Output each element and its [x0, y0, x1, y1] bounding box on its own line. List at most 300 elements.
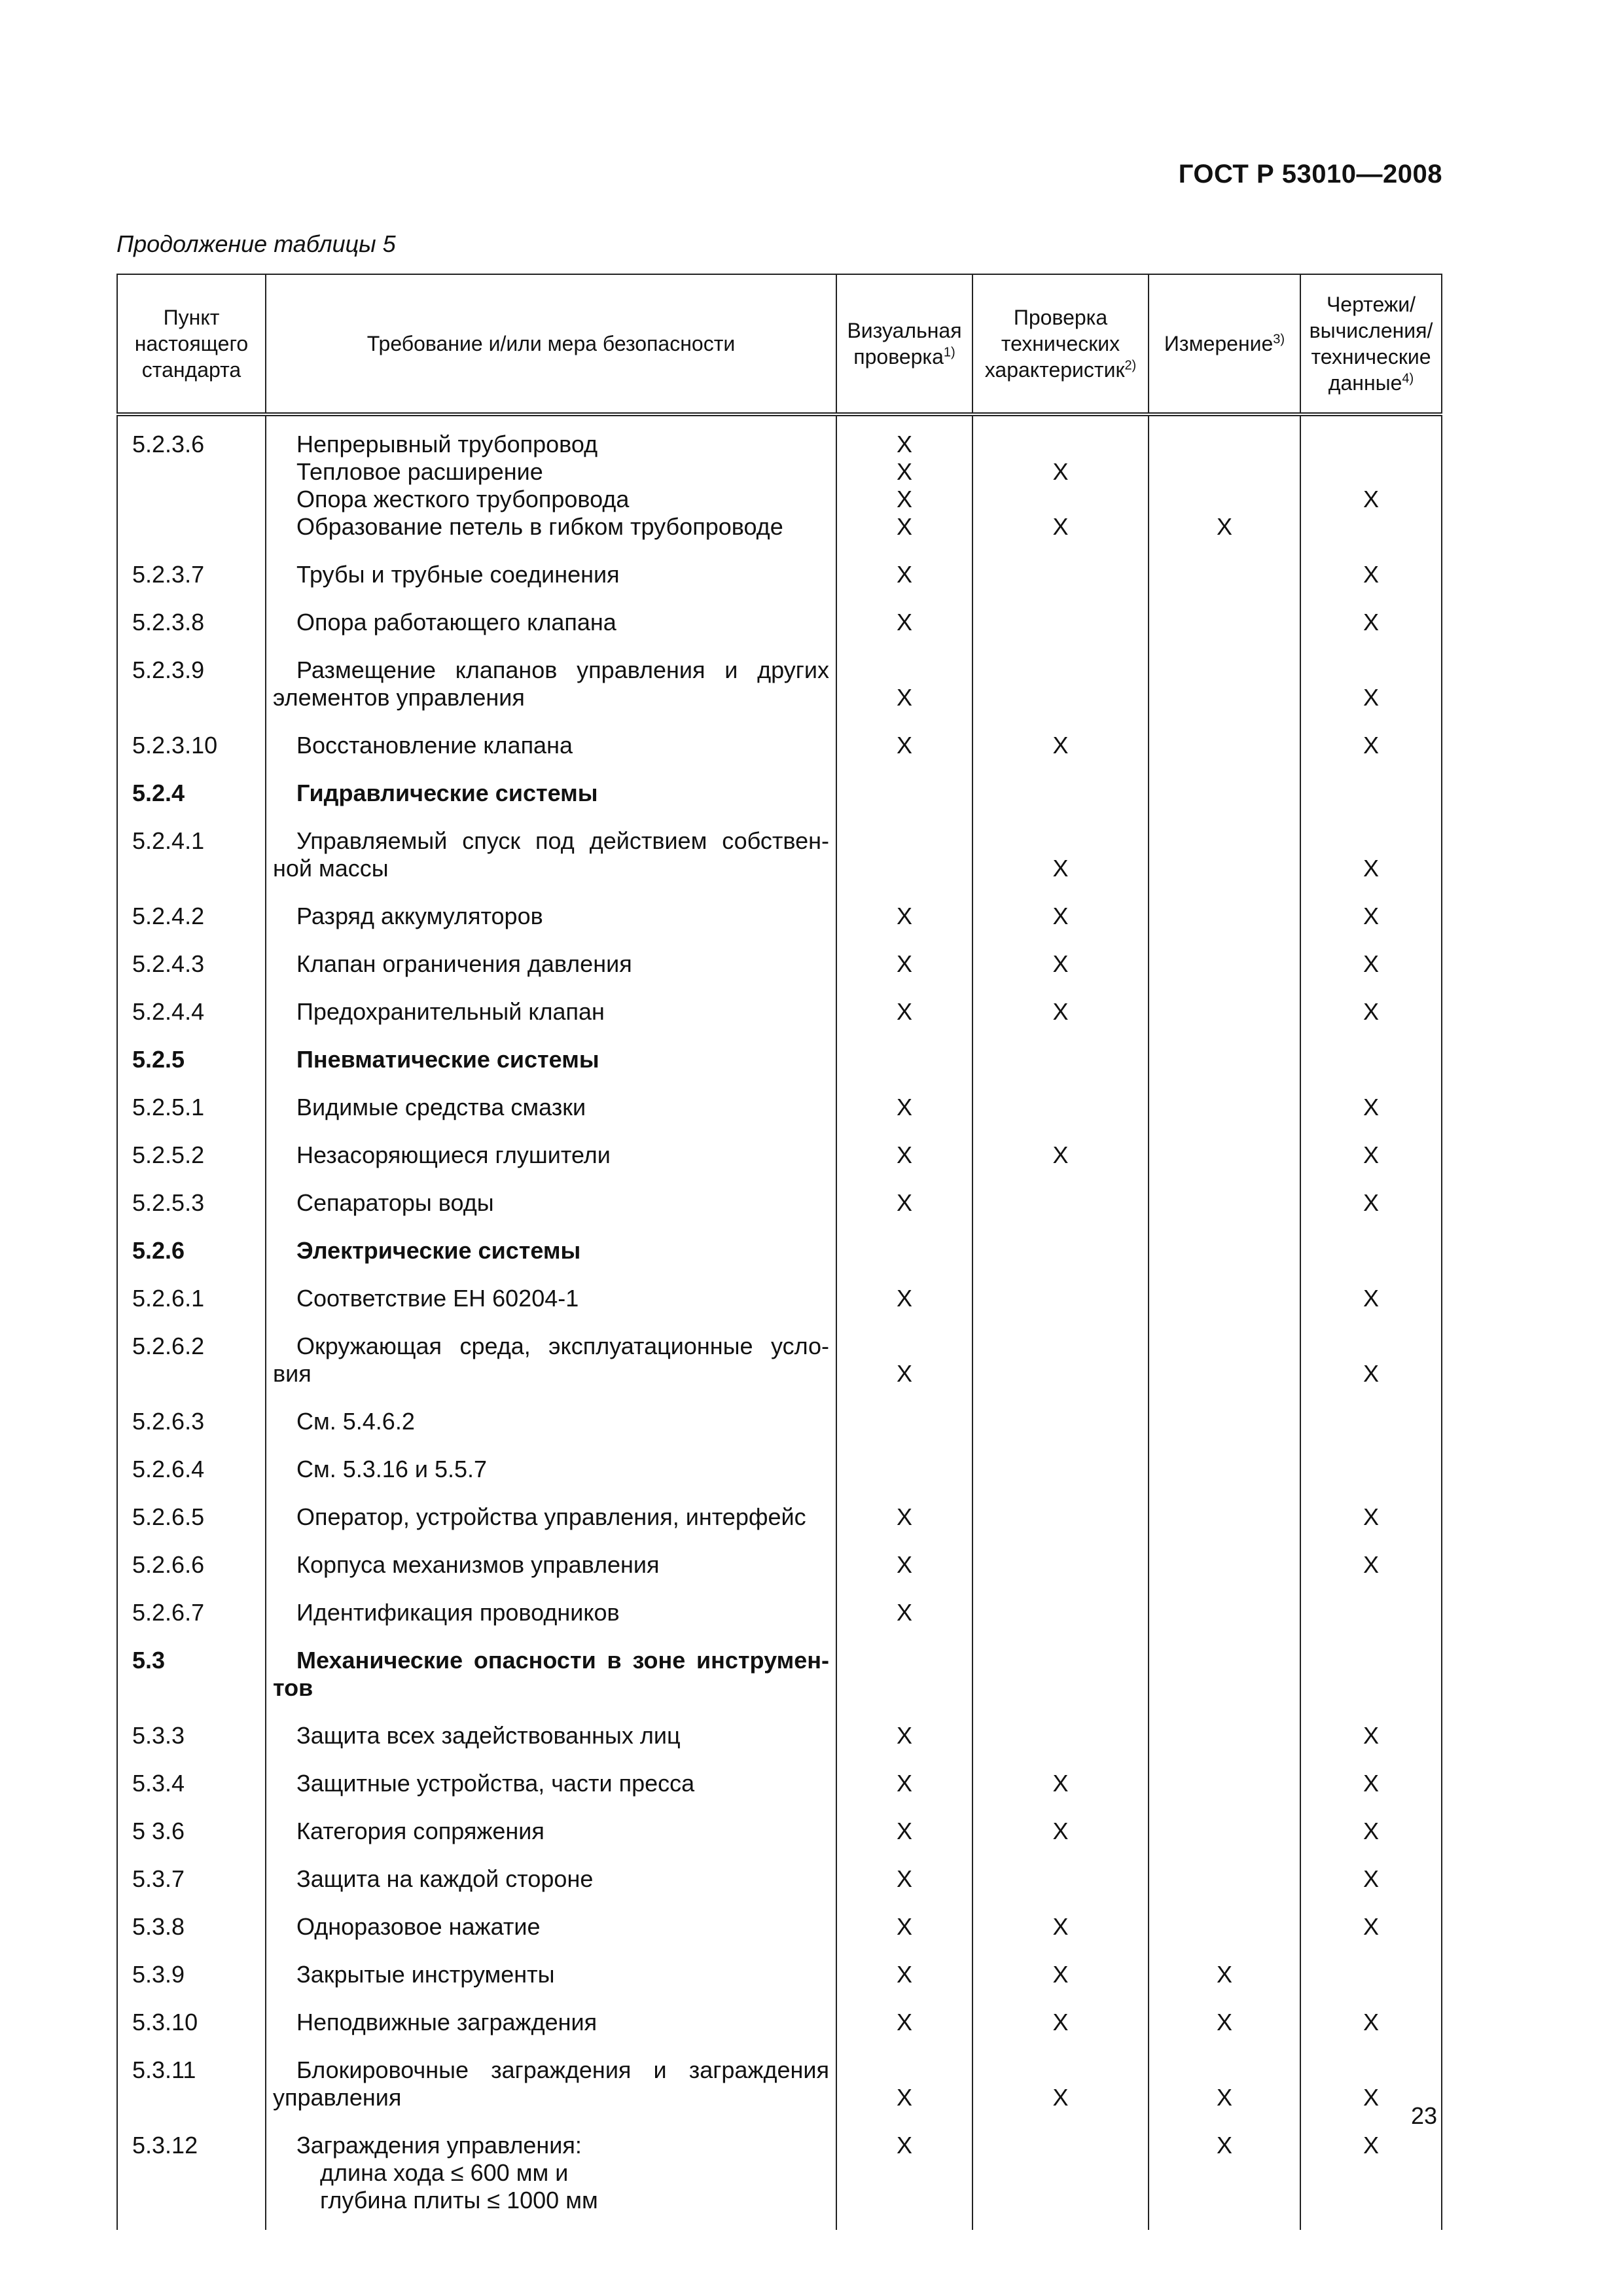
drawings-mark-cell	[1300, 1037, 1442, 1085]
requirement-text: Неподвижные заграждения	[296, 2009, 597, 2036]
tech-mark-cell	[972, 1808, 1149, 1856]
measure-mark-cell	[1149, 989, 1300, 1037]
visual-mark: X	[896, 1189, 912, 1216]
measure-mark: X	[1216, 513, 1232, 540]
drawings-mark-cell	[1300, 647, 1442, 723]
drawings-mark: X	[1363, 1360, 1379, 1387]
clause-cell: 5.3.11	[117, 2047, 266, 2123]
requirement-cell	[266, 1808, 836, 1856]
measure-mark-cell	[1149, 770, 1300, 818]
drawings-mark: X	[1363, 1770, 1379, 1797]
table-row	[117, 1856, 1442, 1904]
table-row	[117, 1446, 1442, 1494]
drawings-mark: X	[1363, 684, 1379, 711]
drawings-mark-cell	[1300, 1132, 1442, 1180]
table-row	[117, 1132, 1442, 1180]
clause-cell: 5.3.7	[117, 1856, 266, 1904]
header-visual-label: Визуальная проверка	[847, 319, 962, 368]
drawings-mark	[1301, 513, 1441, 541]
table-caption: Продолжение таблицы 5	[116, 230, 396, 257]
measure-mark-cell	[1149, 1228, 1300, 1276]
drawings-mark: X	[1363, 1141, 1379, 1168]
requirement-cell	[266, 414, 836, 552]
requirement-text: Электрические системы	[296, 1237, 581, 1264]
header-measure-note: 3)	[1273, 332, 1285, 347]
visual-mark-cell	[836, 1132, 972, 1180]
tech-mark: X	[1052, 1913, 1069, 1940]
measure-mark-cell	[1149, 647, 1300, 723]
header-tech-label: Проверка технических характеристик	[984, 306, 1125, 382]
visual-mark: X	[896, 684, 912, 711]
requirements-table	[116, 274, 1442, 2230]
requirement-cell	[266, 770, 836, 818]
visual-mark: X	[896, 1360, 912, 1387]
tech-mark-cell	[972, 600, 1149, 647]
drawings-mark-cell	[1300, 1276, 1442, 1323]
visual-mark-cell	[836, 600, 972, 647]
clause-cell: 5.2.6	[117, 1228, 266, 1276]
drawings-mark-cell	[1300, 1904, 1442, 1952]
visual-mark: X	[896, 1503, 912, 1530]
table-row	[117, 2123, 1442, 2230]
clause-cell: 5.3.10	[117, 2000, 266, 2047]
table-row	[117, 770, 1442, 818]
clause-cell: 5.2.3.6	[117, 414, 266, 552]
header-drawings-label: Чертежи/ вычисления/ технические данные	[1309, 293, 1433, 395]
tech-mark-cell	[972, 1228, 1149, 1276]
measure-mark-cell	[1149, 1808, 1300, 1856]
requirement-text: Категория сопряжения	[296, 1818, 544, 1844]
measure-mark-cell	[1149, 1542, 1300, 1590]
visual-mark: X	[896, 950, 912, 977]
requirement-cell	[266, 1132, 836, 1180]
drawings-mark-cell	[1300, 414, 1442, 552]
requirement-text: Окружающая среда, эксплуатационные усло-вия	[273, 1333, 829, 1387]
visual-mark-cell	[836, 1446, 972, 1494]
clause-cell: 5.2.4.4	[117, 989, 266, 1037]
clause-cell: 5.3	[117, 1638, 266, 1713]
table-row	[117, 414, 1442, 552]
tech-mark-cell	[972, 1276, 1149, 1323]
measure-mark-cell	[1149, 2123, 1300, 2230]
requirement-text: Закрытые инструменты	[296, 1961, 555, 1988]
visual-mark: X	[896, 1961, 912, 1988]
requirement-cell	[266, 2047, 836, 2123]
measure-mark: X	[1216, 1961, 1232, 1988]
requirement-cell	[266, 1276, 836, 1323]
requirement-text: См. 5.3.16 и 5.5.7	[296, 1456, 488, 1482]
clause-cell: 5 3.6	[117, 1808, 266, 1856]
clause-cell: 5.3.12	[117, 2123, 266, 2230]
requirement-text: Заграждения управления:	[296, 2132, 582, 2159]
drawings-mark-cell	[1300, 1323, 1442, 1399]
clause-cell: 5.2.6.1	[117, 1276, 266, 1323]
table-row	[117, 1761, 1442, 1808]
visual-mark-cell	[836, 1808, 972, 1856]
table-row	[117, 723, 1442, 770]
measure-mark-cell	[1149, 818, 1300, 893]
visual-mark-cell	[836, 989, 972, 1037]
requirement-cell	[266, 1446, 836, 1494]
measure-mark: X	[1216, 2132, 1232, 2159]
drawings-mark: X	[1363, 2009, 1379, 2036]
visual-mark: X	[896, 2009, 912, 2036]
drawings-mark: X	[1363, 1913, 1379, 1940]
visual-mark: X	[896, 1865, 912, 1892]
clause-cell: 5.2.4.3	[117, 941, 266, 989]
requirement-subline: длина хода ≤ 600 мм и	[320, 2159, 569, 2186]
tech-mark-cell	[972, 1542, 1149, 1590]
visual-mark-cell	[836, 1713, 972, 1761]
tech-mark-cell	[972, 414, 1149, 552]
tech-mark-cell	[972, 1037, 1149, 1085]
drawings-mark-cell	[1300, 2000, 1442, 2047]
drawings-mark: X	[1363, 1722, 1379, 1749]
measure-mark-cell	[1149, 1856, 1300, 1904]
requirement-cell	[266, 2123, 836, 2230]
tech-mark: X	[1052, 1818, 1069, 1844]
requirement-text: Незасоряющиеся глушители	[296, 1141, 611, 1168]
visual-mark: X	[896, 1913, 912, 1940]
visual-mark-cell	[836, 2123, 972, 2230]
measure-mark	[1149, 458, 1300, 486]
table-row	[117, 893, 1442, 941]
drawings-mark: X	[1363, 486, 1379, 512]
clause-cell: 5.2.3.8	[117, 600, 266, 647]
drawings-mark: X	[1363, 561, 1379, 588]
tech-mark: X	[1052, 855, 1069, 882]
tech-mark	[973, 431, 1148, 458]
tech-mark-cell	[972, 1446, 1149, 1494]
measure-mark	[1149, 431, 1300, 458]
tech-mark	[973, 1333, 1148, 1360]
clause-cell: 5.3.3	[117, 1713, 266, 1761]
tech-mark	[973, 486, 1148, 513]
requirement-text: Оператор, устройства управления, интерфейс	[296, 1503, 806, 1530]
visual-mark-cell	[836, 1542, 972, 1590]
visual-mark: X	[896, 1551, 912, 1578]
tech-mark-cell	[972, 1323, 1149, 1399]
requirement-cell	[266, 1590, 836, 1638]
drawings-mark: X	[1363, 732, 1379, 759]
visual-mark: X	[896, 431, 912, 457]
header-drawings-note: 4)	[1402, 371, 1414, 386]
visual-mark-cell	[836, 1276, 972, 1323]
requirement-text: Клапан ограничения давления	[296, 950, 632, 977]
clause-cell: 5.3.9	[117, 1952, 266, 2000]
requirement-subline: глубина плиты ≤ 1000 мм	[320, 2187, 598, 2214]
clause-cell: 5.2.5.1	[117, 1085, 266, 1132]
requirement-cell	[266, 1323, 836, 1399]
requirement-text: См. 5.4.6.2	[296, 1408, 415, 1435]
requirement-text: Разряд аккумуляторов	[296, 903, 543, 929]
visual-mark: X	[896, 1770, 912, 1797]
header-visual	[836, 274, 972, 414]
tech-mark-cell	[972, 2047, 1149, 2123]
visual-mark: X	[896, 1818, 912, 1844]
measure-mark-cell	[1149, 1085, 1300, 1132]
drawings-mark-cell	[1300, 1638, 1442, 1713]
visual-mark: X	[896, 732, 912, 759]
measure-mark-cell	[1149, 1494, 1300, 1542]
tech-mark-cell	[972, 1713, 1149, 1761]
table-row	[117, 941, 1442, 989]
visual-mark-cell	[836, 647, 972, 723]
page-number: 23	[1411, 2102, 1438, 2129]
clause-cell: 5.2.5	[117, 1037, 266, 1085]
header-requirement: Требование и/или мера безопасности	[266, 274, 836, 414]
requirement-text: Защитные устройства, части пресса	[296, 1770, 695, 1797]
drawings-mark-cell	[1300, 1399, 1442, 1446]
drawings-mark-cell	[1300, 552, 1442, 600]
measure-mark-cell	[1149, 1037, 1300, 1085]
visual-mark-cell	[836, 1856, 972, 1904]
requirement-text: Пневматические системы	[296, 1046, 599, 1073]
requirement-text: Восстановление клапана	[296, 732, 573, 759]
clause-cell: 5.2.3.7	[117, 552, 266, 600]
measure-mark-cell	[1149, 1132, 1300, 1180]
requirement-text: Сепараторы воды	[296, 1189, 494, 1216]
header-measure-label: Измерение	[1164, 332, 1274, 355]
visual-mark-cell	[836, 770, 972, 818]
table-row	[117, 1276, 1442, 1323]
header-tech-note: 2)	[1124, 358, 1137, 373]
visual-mark-cell	[836, 1761, 972, 1808]
table-row	[117, 1180, 1442, 1228]
tech-mark-cell	[972, 1761, 1149, 1808]
drawings-mark-cell	[1300, 1446, 1442, 1494]
requirement-cell	[266, 1638, 836, 1713]
visual-mark: X	[896, 998, 912, 1025]
visual-mark-cell	[836, 941, 972, 989]
table-row	[117, 600, 1442, 647]
visual-mark-cell	[836, 1085, 972, 1132]
drawings-mark-cell	[1300, 1952, 1442, 2000]
drawings-mark-cell	[1300, 1228, 1442, 1276]
tech-mark: X	[1052, 903, 1069, 929]
visual-mark-cell	[836, 552, 972, 600]
table-row	[117, 1590, 1442, 1638]
drawings-mark-cell	[1300, 1180, 1442, 1228]
requirement-cell	[266, 1904, 836, 1952]
tech-mark-cell	[972, 989, 1149, 1037]
clause-cell: 5.2.3.10	[117, 723, 266, 770]
tech-mark-cell	[972, 1494, 1149, 1542]
requirement-text: Управляемый спуск под действием собствен-ной массы	[273, 827, 829, 882]
requirement-text: Защита на каждой стороне	[296, 1865, 594, 1892]
header-tech	[972, 274, 1149, 414]
drawings-mark	[1301, 431, 1441, 458]
table-row	[117, 647, 1442, 723]
drawings-mark: X	[1363, 1551, 1379, 1578]
tech-mark-cell	[972, 1590, 1149, 1638]
visual-mark: X	[896, 1285, 912, 1312]
requirement-cell	[266, 1180, 836, 1228]
visual-mark-cell	[836, 414, 972, 552]
requirement-text: Соответствие ЕН 60204-1	[296, 1285, 579, 1312]
table-header-row	[117, 274, 1442, 414]
measure-mark-cell	[1149, 1446, 1300, 1494]
visual-mark: X	[896, 458, 912, 485]
measure-mark-cell	[1149, 1761, 1300, 1808]
clause-cell: 5.2.4.1	[117, 818, 266, 893]
tech-mark-cell	[972, 1399, 1149, 1446]
visual-mark-cell	[836, 1952, 972, 2000]
header-clause: Пункт настоящего стандарта	[117, 274, 266, 414]
visual-mark: X	[896, 1722, 912, 1749]
drawings-mark: X	[1363, 998, 1379, 1025]
visual-mark: X	[896, 1599, 912, 1626]
drawings-mark-cell	[1300, 1590, 1442, 1638]
tech-mark: X	[1052, 1770, 1069, 1797]
header-visual-note: 1)	[943, 345, 955, 360]
visual-mark-cell	[836, 2047, 972, 2123]
requirement-line: Образование петель в гибком трубопроводе	[296, 513, 783, 540]
table-row	[117, 1323, 1442, 1399]
visual-mark-cell	[836, 1494, 972, 1542]
drawings-mark: X	[1363, 855, 1379, 882]
requirements-table-wrap	[116, 274, 1441, 2230]
visual-mark: X	[896, 609, 912, 636]
clause-cell: 5.2.6.7	[117, 1590, 266, 1638]
measure-mark: X	[1216, 2009, 1232, 2036]
table-row	[117, 1228, 1442, 1276]
measure-mark-cell	[1149, 893, 1300, 941]
measure-mark-cell	[1149, 1638, 1300, 1713]
drawings-mark	[1301, 458, 1441, 486]
clause-cell: 5.2.6.5	[117, 1494, 266, 1542]
drawings-mark-cell	[1300, 1808, 1442, 1856]
table-row	[117, 1542, 1442, 1590]
requirement-line: Опора жесткого трубопровода	[296, 486, 630, 512]
drawings-mark-cell	[1300, 770, 1442, 818]
tech-mark: X	[1052, 2009, 1069, 2036]
tech-mark-cell	[972, 1856, 1149, 1904]
requirement-text: Блокировочные заграждения и заграждения управления	[273, 2056, 829, 2111]
drawings-mark-cell	[1300, 1542, 1442, 1590]
visual-mark: X	[896, 2132, 912, 2159]
visual-mark-cell	[836, 2000, 972, 2047]
table-row	[117, 1399, 1442, 1446]
requirement-cell	[266, 1494, 836, 1542]
clause-cell: 5.2.6.3	[117, 1399, 266, 1446]
requirement-text: Защита всех задействованных лиц	[296, 1722, 681, 1749]
clause-cell: 5.2.3.9	[117, 647, 266, 723]
requirement-cell	[266, 1856, 836, 1904]
requirement-cell	[266, 1542, 836, 1590]
visual-mark-cell	[836, 1638, 972, 1713]
visual-mark-cell	[836, 1323, 972, 1399]
requirement-cell	[266, 2000, 836, 2047]
tech-mark-cell	[972, 723, 1149, 770]
requirement-text: Опора работающего клапана	[296, 609, 616, 636]
tech-mark: X	[1052, 950, 1069, 977]
requirement-cell	[266, 941, 836, 989]
visual-mark-cell	[836, 723, 972, 770]
drawings-mark-cell	[1300, 1761, 1442, 1808]
drawings-mark: X	[1363, 1094, 1379, 1121]
visual-mark: X	[896, 903, 912, 929]
drawings-mark-cell	[1300, 723, 1442, 770]
requirement-cell	[266, 600, 836, 647]
drawings-mark: X	[1363, 903, 1379, 929]
requirement-cell	[266, 1952, 836, 2000]
measure-mark-cell	[1149, 1590, 1300, 1638]
visual-mark-cell	[836, 1180, 972, 1228]
measure-mark-cell	[1149, 1904, 1300, 1952]
table-row	[117, 1085, 1442, 1132]
measure-mark-cell	[1149, 1323, 1300, 1399]
requirement-cell	[266, 1713, 836, 1761]
table-row	[117, 1808, 1442, 1856]
requirement-text: Идентификация проводников	[296, 1599, 620, 1626]
visual-mark: X	[896, 1141, 912, 1168]
visual-mark-cell	[836, 1037, 972, 1085]
clause-cell: 5.2.4.2	[117, 893, 266, 941]
measure-mark	[1149, 827, 1300, 855]
requirement-text: Размещение клапанов управления и других элементов управления	[273, 656, 829, 711]
requirement-text: Видимые средства смазки	[296, 1094, 586, 1121]
requirement-cell	[266, 1399, 836, 1446]
visual-mark-cell	[836, 1904, 972, 1952]
visual-mark: X	[896, 513, 912, 540]
drawings-mark-cell	[1300, 989, 1442, 1037]
visual-mark-cell	[836, 818, 972, 893]
measure-mark-cell	[1149, 1276, 1300, 1323]
drawings-mark: X	[1363, 2084, 1379, 2111]
header-drawings	[1300, 274, 1442, 414]
table-row	[117, 989, 1442, 1037]
requirement-text: Механические опасности в зоне инструмен-тов	[273, 1647, 829, 1701]
tech-mark-cell	[972, 2123, 1149, 2230]
visual-mark: X	[896, 1094, 912, 1121]
requirement-cell	[266, 1761, 836, 1808]
measure-mark-cell	[1149, 723, 1300, 770]
clause-cell: 5.2.6.4	[117, 1446, 266, 1494]
tech-mark-cell	[972, 552, 1149, 600]
visual-mark: X	[896, 2084, 912, 2111]
visual-mark: X	[896, 561, 912, 588]
clause-cell: 5.3.4	[117, 1761, 266, 1808]
requirement-text: Гидравлические системы	[296, 780, 598, 806]
tech-mark-cell	[972, 893, 1149, 941]
table-body	[117, 414, 1442, 2230]
requirement-cell	[266, 818, 836, 893]
requirement-cell	[266, 989, 836, 1037]
tech-mark: X	[1052, 458, 1069, 485]
tech-mark-cell	[972, 1638, 1149, 1713]
tech-mark-cell	[972, 818, 1149, 893]
visual-mark-cell	[836, 1399, 972, 1446]
drawings-mark-cell	[1300, 893, 1442, 941]
requirement-cell	[266, 552, 836, 600]
measure-mark-cell	[1149, 1180, 1300, 1228]
requirement-cell	[266, 1085, 836, 1132]
table-row	[117, 1494, 1442, 1542]
drawings-mark-cell	[1300, 2123, 1442, 2230]
requirement-cell	[266, 893, 836, 941]
drawings-mark-cell	[1300, 1713, 1442, 1761]
visual-mark: X	[896, 486, 912, 512]
table-row	[117, 2000, 1442, 2047]
measure-mark-cell	[1149, 552, 1300, 600]
requirement-line: Непрерывный трубопровод	[296, 431, 598, 457]
tech-mark: X	[1052, 513, 1069, 540]
tech-mark: X	[1052, 2084, 1069, 2111]
tech-mark	[973, 656, 1148, 684]
visual-mark-cell	[836, 1590, 972, 1638]
requirement-cell	[266, 647, 836, 723]
